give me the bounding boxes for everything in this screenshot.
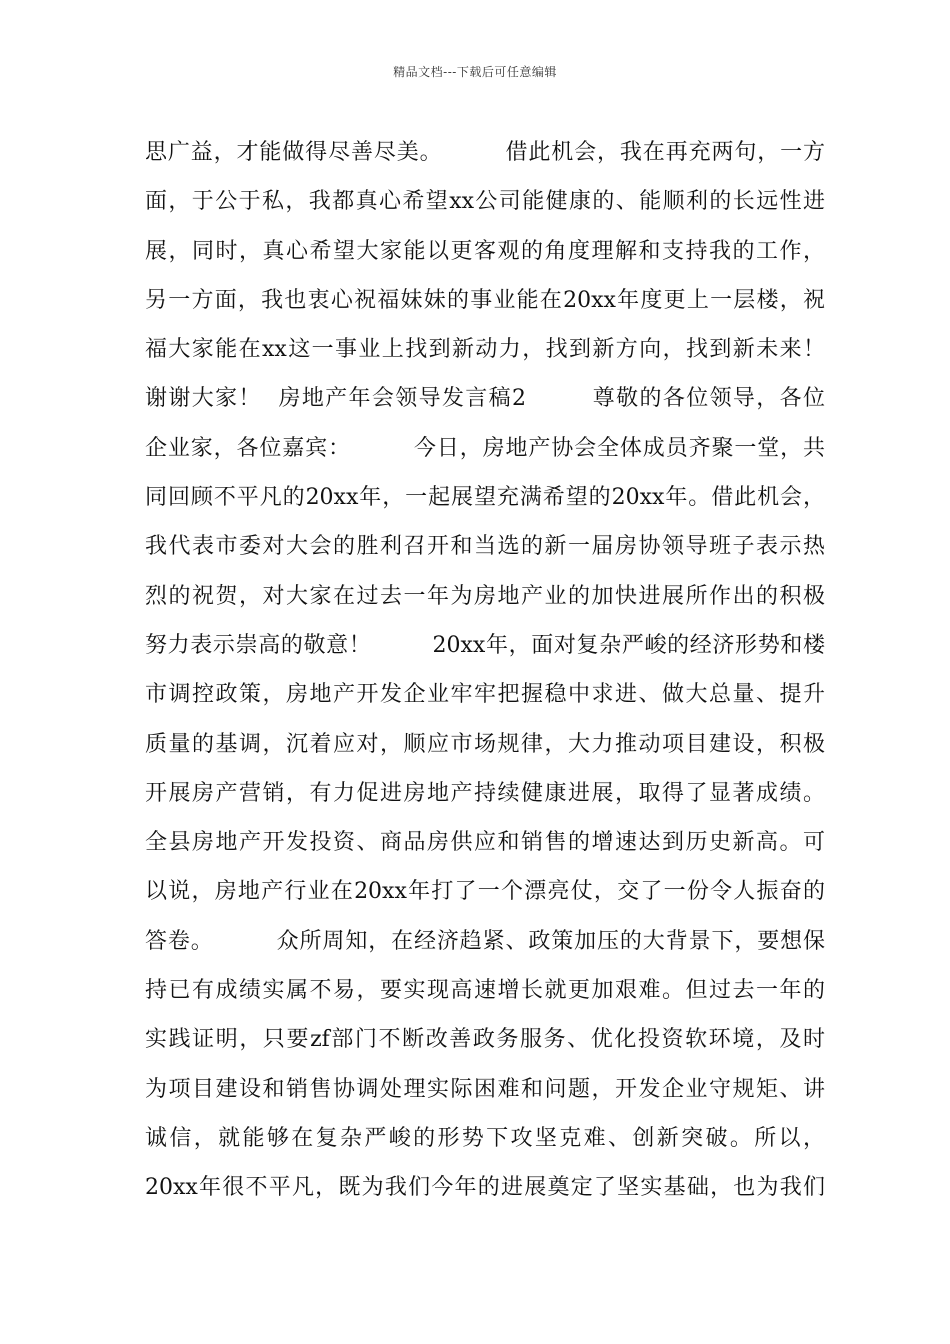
- text-line: 实践证明，只要zf部门不断改善政务服务、优化投资软环境，及时: [145, 1027, 825, 1053]
- text-line: 企业家，各位嘉宾： 今日，房地产协会全体成员齐聚一堂，共: [145, 435, 825, 461]
- body-text: [145, 128, 825, 1213]
- page-header: 精品文档---下载后可任意编辑: [393, 65, 557, 79]
- text-line: 市调控政策，房地产开发企业牢牢把握稳中求进、做大总量、提升: [145, 682, 825, 708]
- text-line: 我代表市委对大会的胜利召开和当选的新一届房协领导班子表示热: [145, 534, 825, 560]
- text-line: 思广益，才能做得尽善尽美。 借此机会，我在再充两句，一方: [145, 140, 825, 165]
- text-line: 答卷。 众所周知，在经济趋紧、政策加压的大背景下，要想保: [145, 928, 825, 954]
- text-line: 面，于公于私，我都真心希望xx公司能健康的、能顺利的长远性进: [145, 189, 825, 215]
- text-line: 为项目建设和销售协调处理实际困难和问题，开发企业守规矩、讲: [145, 1076, 825, 1102]
- text-line: 福大家能在xx这一事业上找到新动力，找到新方向，找到新未来！: [145, 337, 825, 363]
- text-line: 全县房地产开发投资、商品房供应和销售的增速达到历史新高。可: [145, 830, 825, 856]
- text-line: 烈的祝贺，对大家在过去一年为房地产业的加快进展所作出的积极: [145, 583, 825, 609]
- text-line: 20xx年很不平凡，既为我们今年的进展奠定了坚实基础，也为我们: [145, 1175, 825, 1201]
- text-line: 展，同时，真心希望大家能以更客观的角度理解和支持我的工作，: [145, 238, 825, 264]
- text-line: 同回顾不平凡的20xx年，一起展望充满希望的20xx年。借此机会，: [145, 485, 825, 511]
- text-line: 持已有成绩实属不易，要实现高速增长就更加艰难。但过去一年的: [145, 978, 825, 1004]
- text-line: 另一方面，我也衷心祝福妹妹的事业能在20xx年度更上一层楼，祝: [145, 287, 825, 313]
- text-line: 努力表示崇高的敬意！ 20xx年，面对复杂严峻的经济形势和楼: [145, 632, 825, 658]
- text-line: 质量的基调，沉着应对，顺应市场规律，大力推动项目建设，积极: [145, 731, 825, 757]
- text-line: 谢谢大家！ 房地产年会领导发言稿2 尊敬的各位领导，各位: [145, 386, 825, 412]
- text-line: 诚信，就能够在复杂严峻的形势下攻坚克难、创新突破。所以，: [145, 1125, 825, 1151]
- text-line: 以说，房地产行业在20xx年打了一个漂亮仗，交了一份令人振奋的: [145, 879, 825, 905]
- text-line: 开展房产营销，有力促进房地产持续健康进展，取得了显著成绩。: [145, 780, 825, 806]
